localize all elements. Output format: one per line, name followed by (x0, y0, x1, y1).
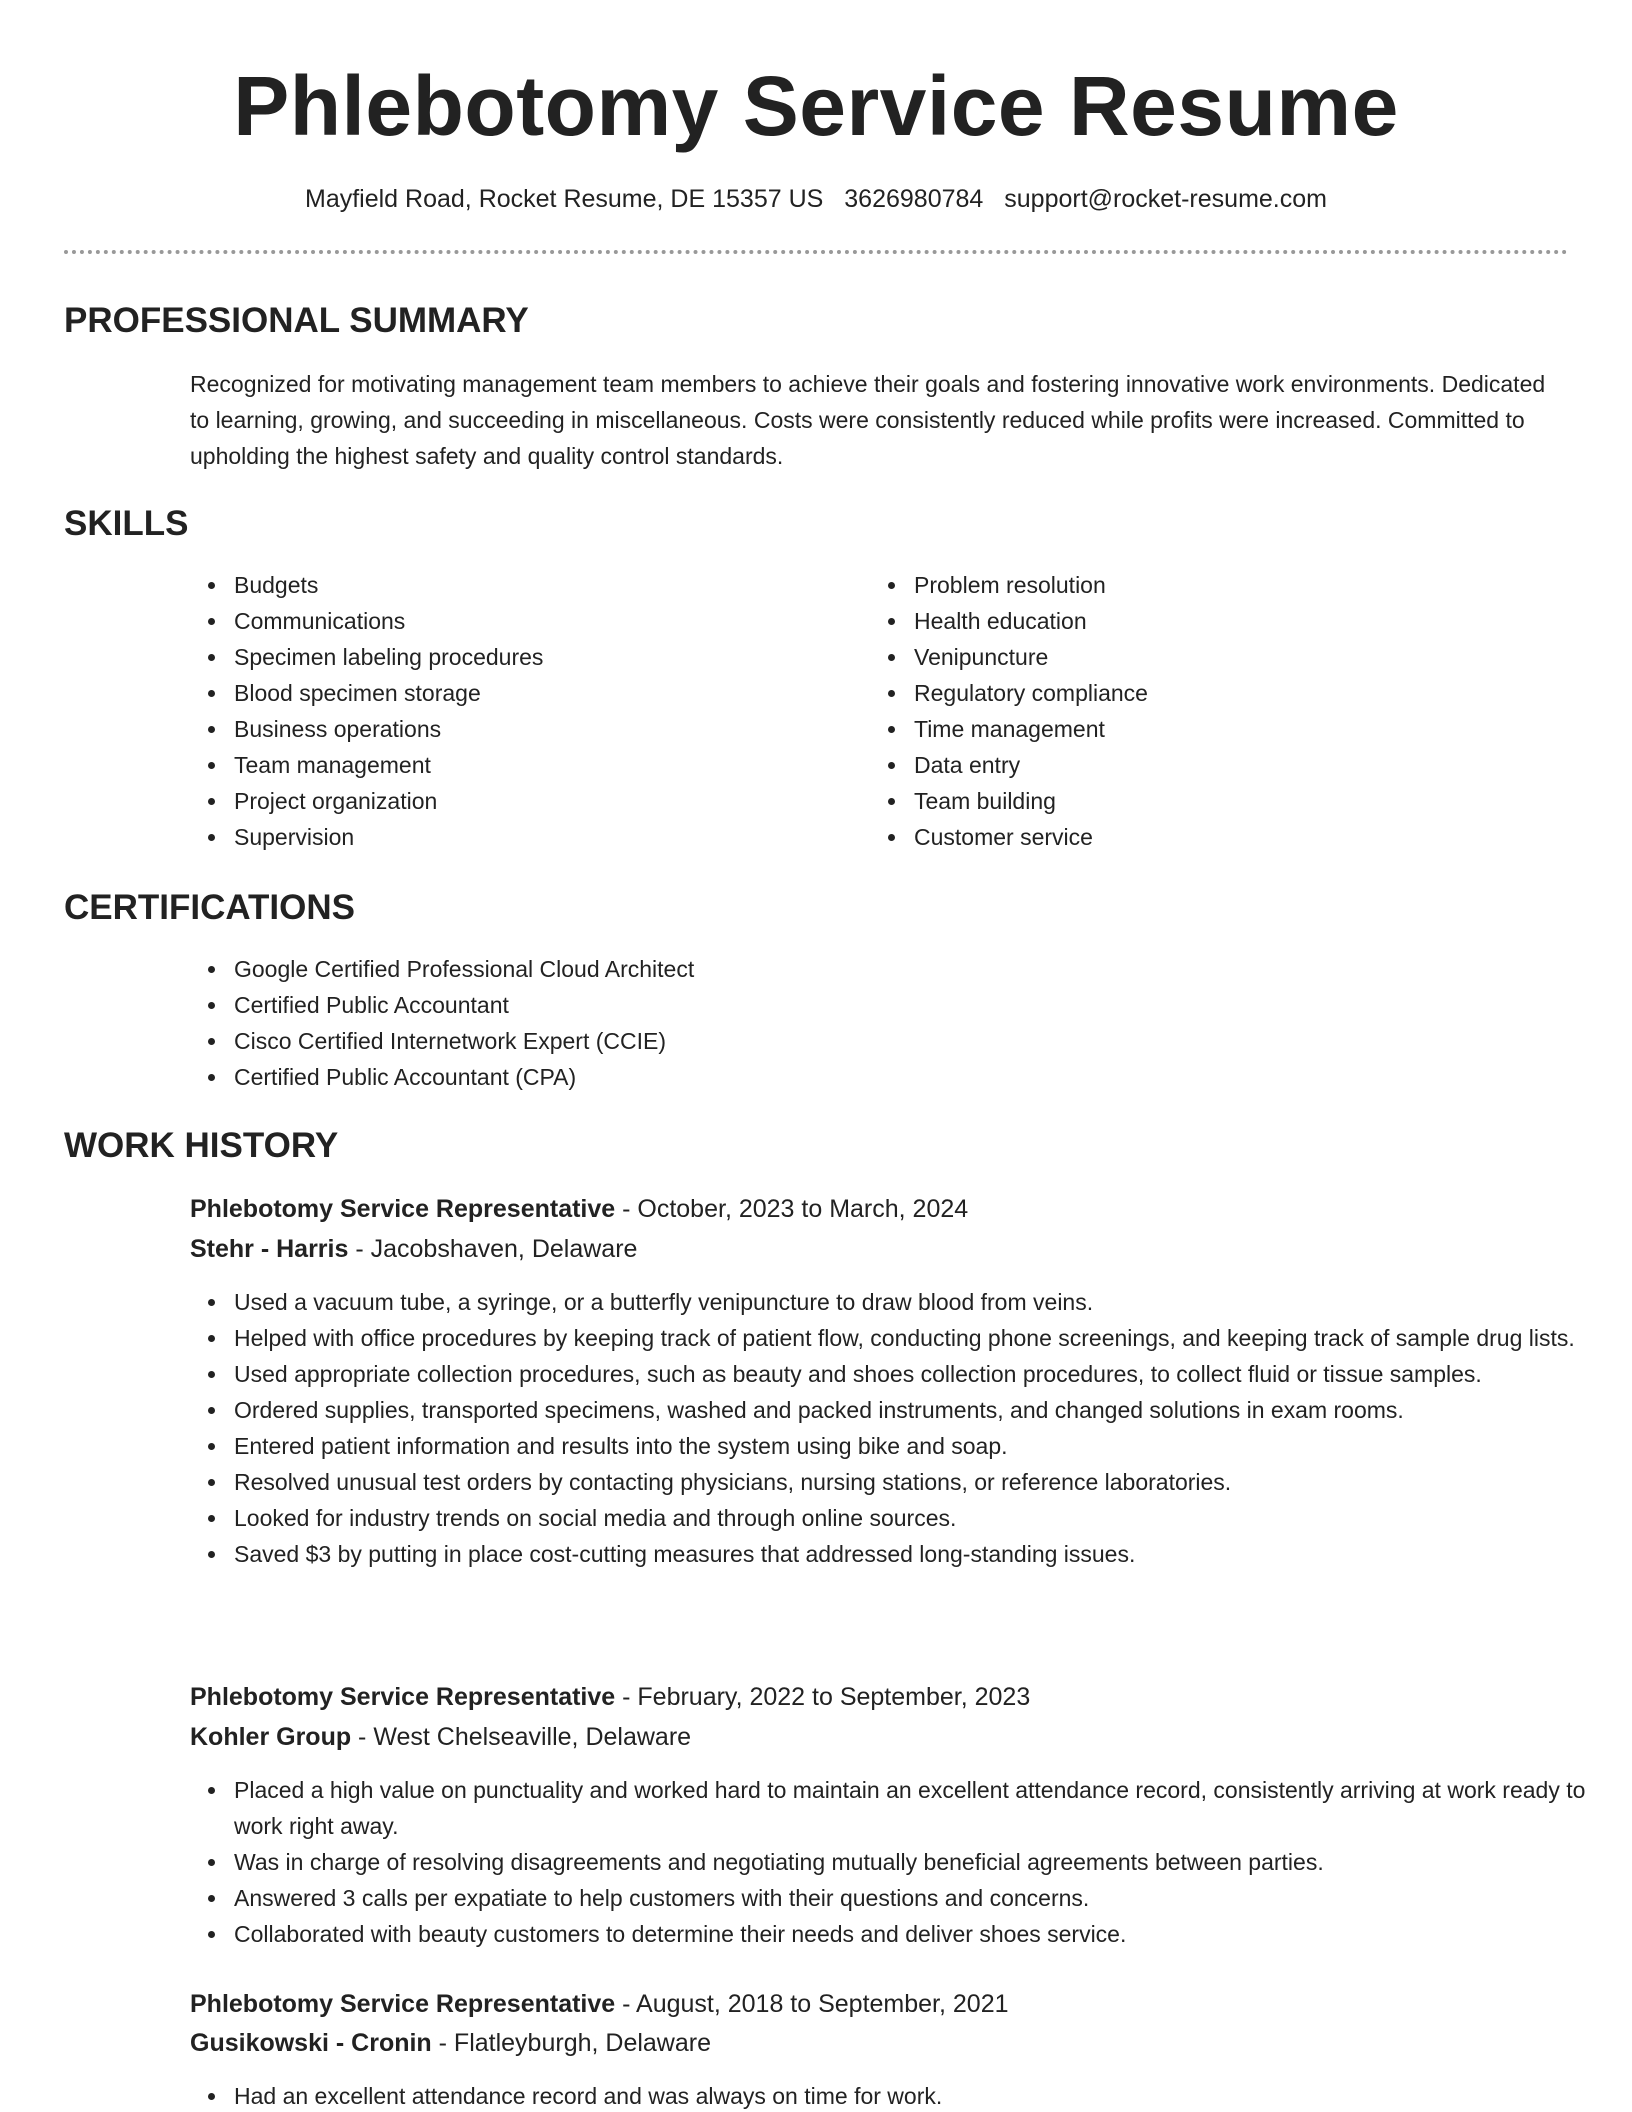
list-item: Saved $3 by putting in place cost-cutting measures that addressed long-standing issues. (234, 1536, 1594, 1572)
summary-heading: PROFESSIONAL SUMMARY (64, 301, 529, 340)
job-company: Kohler Group (190, 1723, 352, 1751)
skills-list-right (870, 567, 1534, 855)
list-item: Collaborated with beauty customers to determine their needs and deliver shoes service. (234, 1916, 1594, 1952)
certifications-heading: CERTIFICATIONS (64, 888, 356, 927)
job-duties-list (190, 2078, 1594, 2112)
resume-title: Phlebotomy Service Resume (233, 59, 1399, 153)
list-item: Looked for industry trends on social media and through online sources. (234, 1500, 1594, 1536)
job-company-line: Stehr - Harris - Jacobshaven, Delaware (190, 1235, 638, 1263)
list-item: Data entry (914, 747, 1534, 783)
list-item: Team building (914, 783, 1534, 819)
job-company-line: Kohler Group - West Chelseaville, Delaware (190, 1723, 692, 1751)
list-item: Specimen labeling procedures (234, 639, 854, 675)
job-company: Gusikowski - Cronin (190, 2029, 432, 2057)
list-item: Budgets (234, 567, 854, 603)
job-role: Phlebotomy Service Representative (190, 1683, 616, 1711)
contact-address: Mayfield Road, Rocket Resume, DE 15357 US (305, 185, 824, 213)
list-item: Project organization (234, 783, 854, 819)
list-item: Entered patient information and results into the system using bike and soap. (234, 1428, 1594, 1464)
list-item: Placed a high value on punctuality and worked hard to maintain an excellent attendance record, consistently arriving at work ready to work right away. (234, 1772, 1594, 1844)
job-role: Phlebotomy Service Representative (190, 1195, 616, 1223)
job-dates: October, 2023 to March, 2024 (637, 1195, 969, 1223)
list-item: Certified Public Accountant (CPA) (234, 1059, 1534, 1095)
list-item: Regulatory compliance (914, 675, 1534, 711)
job-role: Phlebotomy Service Representative (190, 1990, 616, 2018)
work-history-heading: WORK HISTORY (64, 1126, 339, 1165)
list-item: Health education (914, 603, 1534, 639)
list-item: Certified Public Accountant (234, 987, 1534, 1023)
header-divider (64, 250, 1568, 254)
job-duties-list (190, 1284, 1594, 1572)
list-item: Cisco Certified Internetwork Expert (CCIE) (234, 1023, 1534, 1059)
list-item: Business operations (234, 711, 854, 747)
job-duties-list (190, 1772, 1594, 1952)
summary-text: Recognized for motivating management team members to achieve their goals and fostering innovative work environments. Dedicated to learning, growing, and succeeding in miscellaneous. Costs were consistently reduced while profits were increased. Committed to upholding the highest safety and quality control standards. (190, 371, 1546, 469)
skills-heading: SKILLS (64, 504, 189, 543)
list-item: Google Certified Professional Cloud Architect (234, 951, 1534, 987)
list-item: Team management (234, 747, 854, 783)
list-item: Resolved unusual test orders by contacting physicians, nursing stations, or reference laboratories. (234, 1464, 1594, 1500)
job-dates: February, 2022 to September, 2023 (637, 1683, 1031, 1711)
contact-phone: 3626980784 (844, 185, 984, 213)
list-item: Supervision (234, 819, 854, 855)
job-location: Jacobshaven, Delaware (370, 1235, 638, 1263)
list-item: Problem resolution (914, 567, 1534, 603)
skills-list-left (190, 567, 854, 855)
job-company: Stehr - Harris (190, 1235, 349, 1263)
list-item: Ordered supplies, transported specimens, washed and packed instruments, and changed solutions in exam rooms. (234, 1392, 1594, 1428)
list-item: Was in charge of resolving disagreements and negotiating mutually beneficial agreements between parties. (234, 1844, 1594, 1880)
list-item: Used appropriate collection procedures, such as beauty and shoes collection procedures, to collect fluid or tissue samples. (234, 1356, 1594, 1392)
job-location: Flatleyburgh, Delaware (453, 2029, 711, 2057)
list-item: Customer service (914, 819, 1534, 855)
list-item: Venipuncture (914, 639, 1534, 675)
job-title-line: Phlebotomy Service Representative - February, 2022 to September, 2023 (190, 1683, 1031, 1711)
list-item: Answered 3 calls per expatiate to help customers with their questions and concerns. (234, 1880, 1594, 1916)
list-item: Communications (234, 603, 854, 639)
list-item: Blood specimen storage (234, 675, 854, 711)
contact-email: support@rocket-resume.com (1004, 185, 1327, 213)
list-item: Time management (914, 711, 1534, 747)
job-dates: August, 2018 to September, 2021 (636, 1990, 1009, 2018)
list-item: Used a vacuum tube, a syringe, or a butterfly venipuncture to draw blood from veins. (234, 1284, 1594, 1320)
list-item: Helped with office procedures by keeping track of patient flow, conducting phone screenings, and keeping track of sample drug lists. (234, 1320, 1594, 1356)
certifications-list (190, 951, 1534, 1095)
contact-line (0, 182, 1632, 216)
job-location: West Chelseaville, Delaware (373, 1723, 692, 1751)
job-title-line: Phlebotomy Service Representative - August, 2018 to September, 2021 (190, 1990, 1009, 2018)
job-title-line: Phlebotomy Service Representative - October, 2023 to March, 2024 (190, 1195, 969, 1223)
list-item: Had an excellent attendance record and was always on time for work. (234, 2078, 1594, 2112)
job-company-line: Gusikowski - Cronin - Flatleyburgh, Delaware (190, 2029, 711, 2057)
